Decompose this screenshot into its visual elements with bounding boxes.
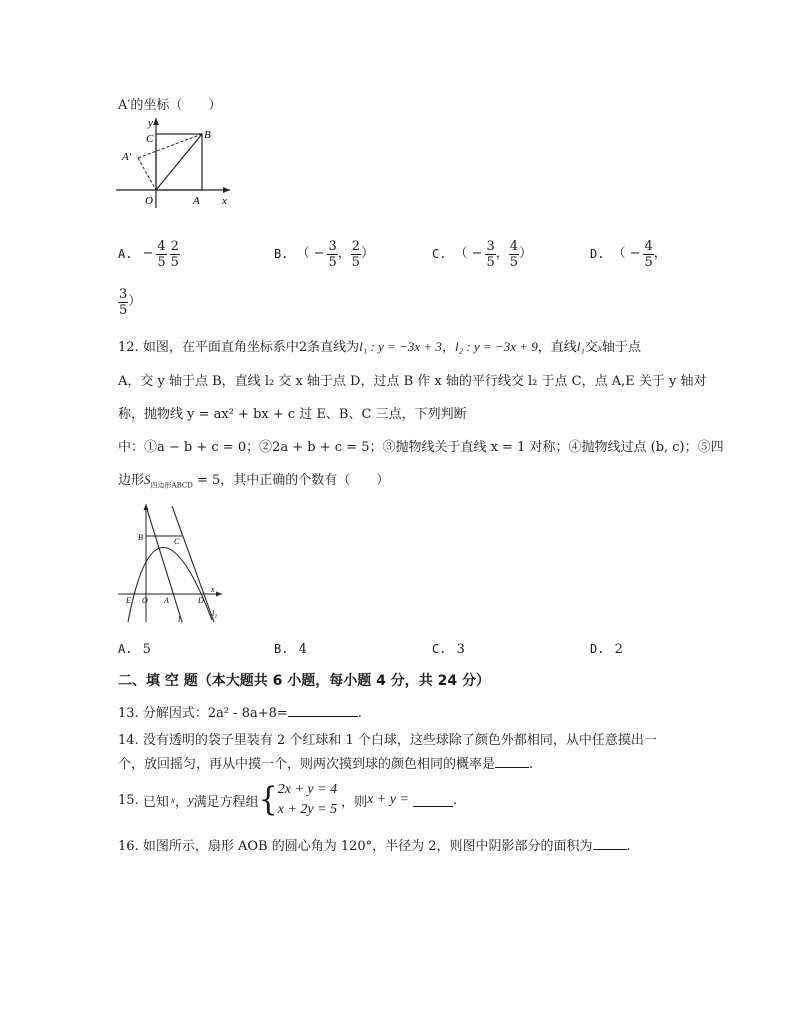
q15-system: 2x + y = 4 x + 2y = 5	[277, 782, 338, 817]
q12-figure	[116, 502, 226, 624]
q12-line2: A，交 y 轴于点 B，直线 l₂ 交 x 轴于点 D，过点 B 作 x 轴的平行线交 l₂ 于点 C，点 A,E 关于 y 轴对	[118, 374, 707, 389]
q11-label-c: C	[146, 133, 154, 145]
q13: 13. 分解因式：2a² - 8a+8= .	[118, 706, 362, 721]
q16: 16. 如图所示，扇形 AOB 的圆心角为 120°，半径为 2，则图中阴影部分的面积为 .	[118, 839, 631, 854]
q11-a-frac1: $\frac{4}{5}$	[157, 238, 166, 270]
q15-brace: {	[258, 780, 278, 819]
q12-line5: 边形$S_{四边形ABCD} = 5$，其中正确的个数有（ ）	[118, 472, 390, 490]
q11-label-a: A	[193, 195, 200, 207]
q12-option-a[interactable]: A. 5	[118, 642, 151, 657]
q12-label-e: E	[126, 596, 131, 605]
q12-line3: 称，抛物线 y = ax² + bx + c 过 E、B、C 三点，下列判断	[118, 407, 467, 422]
q15-answer-blank[interactable]	[413, 794, 453, 807]
q11-label-y: y	[148, 117, 153, 129]
q11-option-d-cont: $\frac{3}{5}$ ）	[119, 286, 142, 318]
q14-answer-blank[interactable]	[495, 755, 529, 768]
q11-label-x: x	[222, 195, 227, 207]
q12-label-l1: l₁	[178, 615, 184, 624]
q11-dash-ao	[138, 158, 156, 190]
q14-line2: 个，放回摇匀，再从中摸一个，则两次摸到球的颜色相同的概率是 .	[118, 757, 534, 772]
q11-figure	[116, 116, 238, 210]
q12-x-arrow	[216, 592, 222, 597]
q12-line1: 12. 如图，在平面直角坐标系中2条直线为l₁ : y = −3x + 3，l₂ : y = −3x + 9，直线l₁交x轴于点	[118, 339, 641, 355]
q11-x-arrow	[223, 187, 230, 193]
q11-label-b: B	[204, 129, 211, 141]
q12-option-b[interactable]: B. 4	[274, 642, 307, 657]
q11-option-d[interactable]: D. （ − $\frac{4}{5}$ ，	[590, 238, 667, 270]
q12-line-l2	[172, 506, 214, 622]
section-2-title: 二、填 空 题（本大题共 6 小题，每小题 4 分，共 24 分）	[118, 673, 490, 689]
q12-label-c: C	[174, 537, 180, 546]
q12-label-a: A	[164, 596, 169, 605]
q11-a-frac2: $\frac{2}{5}$	[170, 238, 179, 270]
q15: 15. 已知 x ， y 满足方程组 { 2x + y = 4 x + 2y = 5 ，则 x + y = .	[118, 780, 458, 819]
q13-answer-blank[interactable]	[288, 704, 358, 717]
q12-label-o: O	[142, 596, 148, 605]
q12-label-l2: l₂	[212, 609, 218, 618]
q14-line1: 14. 没有透明的袋子里装有 2 个红球和 1 个白球，这些球除了颜色外都相同，从中任意摸出一	[118, 733, 657, 748]
q12-option-c[interactable]: C. 3	[432, 642, 465, 657]
q11-option-a[interactable]: A. − $\frac{4}{5}$ $\frac{2}{5}$	[118, 238, 179, 270]
q11-label-a-prime: A′	[122, 151, 132, 163]
q12-option-d[interactable]: D. 2	[590, 642, 623, 657]
q11-diagonal	[156, 134, 202, 190]
q11-option-c[interactable]: C. （ − $\frac{3}{5}$ ， $\frac{4}{5}$ ）	[432, 238, 533, 270]
q11-y-arrow	[153, 118, 159, 125]
q11-stem: A′的坐标（ ）	[118, 98, 222, 113]
q12-label-b: B	[138, 533, 143, 542]
q11-option-b[interactable]: B. （ − $\frac{3}{5}$ ， $\frac{2}{5}$ ）	[274, 238, 375, 270]
q12-label-d: D	[198, 596, 204, 605]
q16-answer-blank[interactable]	[593, 837, 627, 850]
q12-label-x: x	[211, 585, 215, 594]
q12-line4: 中：①a − b + c = 0；②2a + b + c = 5；③抛物线关于直线 x = 1 对称；④抛物线过点 (b, c)；⑤四	[118, 440, 724, 455]
q11-label-o: O	[145, 195, 153, 207]
